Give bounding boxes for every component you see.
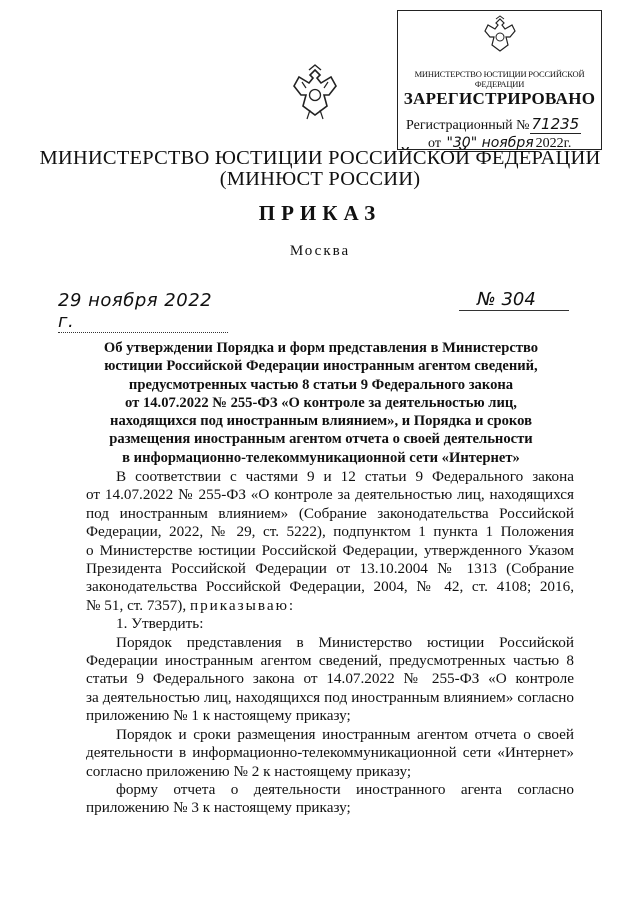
paragraph-line: законодательства Российской Федерации, 2004, № 42, ст. 4108; 2016, [86, 578, 574, 596]
stamp-date-handwritten: "30" ноября [446, 135, 534, 151]
stamp-date-suffix: 2022г. [535, 136, 572, 151]
stamp-reg-number-handwritten: 71235 [531, 115, 580, 133]
paragraph-line: Порядок и сроки размещения иностранным агентом отчета о своей [116, 725, 574, 743]
document-type-title: ПРИКАЗ [258, 201, 382, 225]
registration-stamp [397, 10, 602, 150]
paragraph-line: В соответствии с частями 9 и 12 статьи 9 Федерального закона [116, 468, 574, 485]
stamp-date-prefix: от [428, 136, 441, 151]
stamp-registered-label: ЗАРЕГИСТРИРОВАНО [403, 89, 596, 108]
paragraph-line: деятельности в информационно-телекоммуникационной сети «Интернет» [86, 744, 574, 762]
heading-line: размещения иностранным агентом отчета о своей деятельности [109, 431, 533, 448]
paragraph-line: о Министерстве юстиции Российской Федерации, утвержденного Указом [86, 541, 574, 559]
heading-line: Об утверждении Порядка и форм представления в Министерство [103, 340, 539, 356]
order-command: приказываю: [189, 596, 296, 614]
paragraph-line: статьи 9 Федерального закона от 14.07.2022 № 255-ФЗ «О контроле [86, 670, 574, 688]
stamp-registration-number [406, 115, 581, 134]
document-heading [60, 339, 582, 467]
paragraph-line: от 14.07.2022 № 255-ФЗ «О контроле за деятельностью лиц, находящихся [86, 486, 574, 504]
paragraph-line: под иностранным влиянием» (Собрание законодательства Российской [86, 504, 574, 522]
stamp-reg-label: Регистрационный № [406, 118, 530, 133]
paragraph-line: Федерации, 2022, № 29, ст. 5222), подпунктом 1 пункта 1 Положения [86, 523, 574, 541]
order-date-handwritten: 29 ноября 2022 г. [58, 290, 228, 333]
coat-of-arms-icon [482, 15, 518, 55]
item-heading: 1. Утвердить: [116, 615, 204, 633]
ministry-short-name: (МИНЮСТ РОССИИ) [219, 168, 421, 190]
ministry-name: МИНИСТЕРСТВО ЮСТИЦИИ РОССИЙСКОЙ ФЕДЕРАЦИИ [39, 147, 601, 169]
paragraph-line: форму отчета о деятельности иностранного агента согласно [116, 780, 574, 798]
paragraph-line: Федерации иностранным агентом сведений, предусмотренных частью 8 [86, 652, 574, 670]
heading-line: юстиции Российской Федерации иностранным агентом сведений, [104, 358, 538, 375]
paragraph-line: Порядок представления в Министерство юстиции Российской [116, 633, 574, 651]
document-body [86, 468, 574, 818]
paragraph-line: Президента Российской Федерации от 13.10.2004 № 1313 (Собрание [86, 560, 574, 578]
paragraph-text: № 51, ст. 7357), [86, 596, 187, 614]
order-number-handwritten: № 304 [459, 289, 569, 311]
stamp-ministry-name: МИНИСТЕРСТВО ЮСТИЦИИ РОССИЙСКОЙ ФЕДЕРАЦИИ [414, 69, 585, 89]
coat-of-arms-icon [290, 64, 340, 122]
paragraph-line: приложению № 3 к настоящему приказу; [86, 799, 351, 817]
paragraph-line: согласно приложению № 2 к настоящему приказу; [86, 762, 412, 780]
paragraph-line [86, 597, 574, 615]
paragraph-line: приложению № 1 к настоящему приказу; [86, 707, 351, 725]
paragraph-line: за деятельностью лиц, находящихся под иностранным влиянием» согласно [86, 688, 574, 706]
heading-line: предусмотренных частью 8 статьи 9 Федерального закона [128, 376, 514, 393]
heading-line: в информационно-телекоммуникационной сети «Интернет» [122, 449, 520, 466]
heading-line: от 14.07.2022 № 255-ФЗ «О контроле за деятельностью лиц, [125, 394, 517, 411]
city: Москва [289, 243, 351, 259]
heading-line: находящихся под иностранным влиянием», и Порядка и сроков [110, 413, 532, 430]
